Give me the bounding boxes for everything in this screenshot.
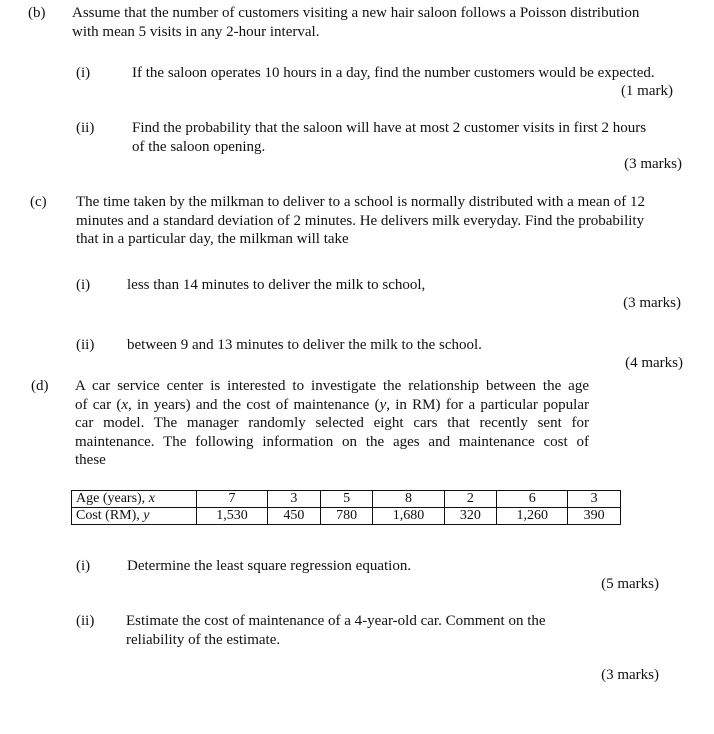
part-b-i-text: If the saloon operates 10 hours in a day, find the number customers would be expected. (132, 65, 655, 81)
part-d-i-label: (i) (76, 558, 91, 574)
table-cell-cost: 320 (444, 508, 497, 525)
cost-header-var: y (143, 508, 150, 523)
part-b-ii-label: (ii) (76, 120, 95, 136)
part-b-ii-marks: (3 marks) (624, 156, 682, 172)
part-c-line-2: minutes and a standard deviation of 2 minutes. He delivers milk everyday. Find the probability (76, 212, 645, 229)
part-b-ii-text (132, 119, 692, 156)
part-d-line-3: car model. The manager randomly selected eight cars that recently sent for (75, 415, 589, 431)
part-c-line-3: that in a particular day, the milkman will take (76, 231, 349, 247)
part-b-ii-line-1: Find the probability that the saloon will have at most 2 customer visits in first 2 hours (132, 120, 647, 136)
part-b-ii-line-2: of the saloon opening. (132, 138, 266, 155)
part-d-line-2-b: , in years) and the cost of maintenance ( (128, 396, 380, 413)
part-c-i-label: (i) (76, 277, 91, 293)
table-cell-cost: 450 (268, 508, 321, 525)
table-cell-cost: 1,680 (373, 508, 444, 525)
age-cost-table (71, 490, 621, 525)
part-c-intro (76, 193, 696, 249)
part-d-ii-line-1: Estimate the cost of maintenance of a 4-year-old car. Comment on the (126, 613, 546, 629)
part-b-intro-line-2: with mean 5 visits in any 2-hour interval. (72, 23, 320, 40)
part-c-label: (c) (30, 194, 47, 210)
table-cell-cost: 1,530 (197, 508, 268, 525)
var-y: y (379, 396, 387, 413)
table-cell-cost: 780 (320, 508, 373, 525)
cost-header-text: Cost (RM), (76, 508, 144, 523)
table-cell-age: 7 (197, 491, 268, 508)
var-x: x (121, 396, 128, 413)
part-d-label: (d) (31, 378, 49, 394)
part-d-ii-marks: (3 marks) (601, 667, 659, 683)
age-header-text: Age (years), (76, 491, 149, 506)
part-b-intro (72, 4, 692, 41)
part-d-ii-label: (ii) (76, 613, 95, 629)
part-c-ii-marks: (4 marks) (625, 355, 683, 371)
part-b-intro-line-1: Assume that the number of customers visiting a new hair saloon follows a Poisson distribution (72, 5, 640, 21)
table-row-cost (72, 508, 621, 525)
part-d-line-2-a: of car ( (75, 396, 122, 413)
part-b-i-label: (i) (76, 65, 91, 81)
part-b-i-marks: (1 mark) (620, 83, 673, 99)
table-cell-age: 3 (268, 491, 321, 508)
part-c-i-marks: (3 marks) (623, 295, 681, 311)
age-header-var: x (148, 491, 155, 506)
part-d-line-1: A car service center is interested to investigate the relationship between the age (75, 378, 589, 394)
part-c-line-1: The time taken by the milkman to deliver to a school is normally distributed with a mean of 12 (76, 194, 646, 210)
table-cell-age: 3 (568, 491, 621, 508)
part-d-intro (75, 377, 589, 470)
table-cell-age: 5 (320, 491, 373, 508)
part-d-line-5: these (75, 452, 106, 468)
table-header-cost (72, 508, 197, 525)
part-d-line-2 (75, 396, 589, 415)
table-cell-cost: 1,260 (497, 508, 568, 525)
part-b-label: (b) (28, 5, 46, 21)
part-d-ii-line-2: reliability of the estimate. (126, 631, 281, 648)
table-cell-age: 6 (497, 491, 568, 508)
part-d-line-2-c: , in RM) for a particular popular (386, 396, 589, 413)
part-c-ii-text: between 9 and 13 minutes to deliver the milk to the school. (127, 337, 482, 353)
table-cell-cost: 390 (568, 508, 621, 525)
table-cell-age: 8 (373, 491, 444, 508)
part-c-i-text: less than 14 minutes to deliver the milk to school, (127, 277, 426, 293)
part-d-i-text: Determine the least square regression equation. (127, 558, 412, 574)
table-cell-age: 2 (444, 491, 497, 508)
table-row-age (72, 491, 621, 508)
part-d-i-marks: (5 marks) (601, 576, 659, 592)
part-c-ii-label: (ii) (76, 337, 95, 353)
part-d-ii-text (126, 612, 606, 649)
table-header-age (72, 491, 197, 508)
part-d-line-4: maintenance. The following information on the ages and maintenance cost of (75, 433, 589, 450)
